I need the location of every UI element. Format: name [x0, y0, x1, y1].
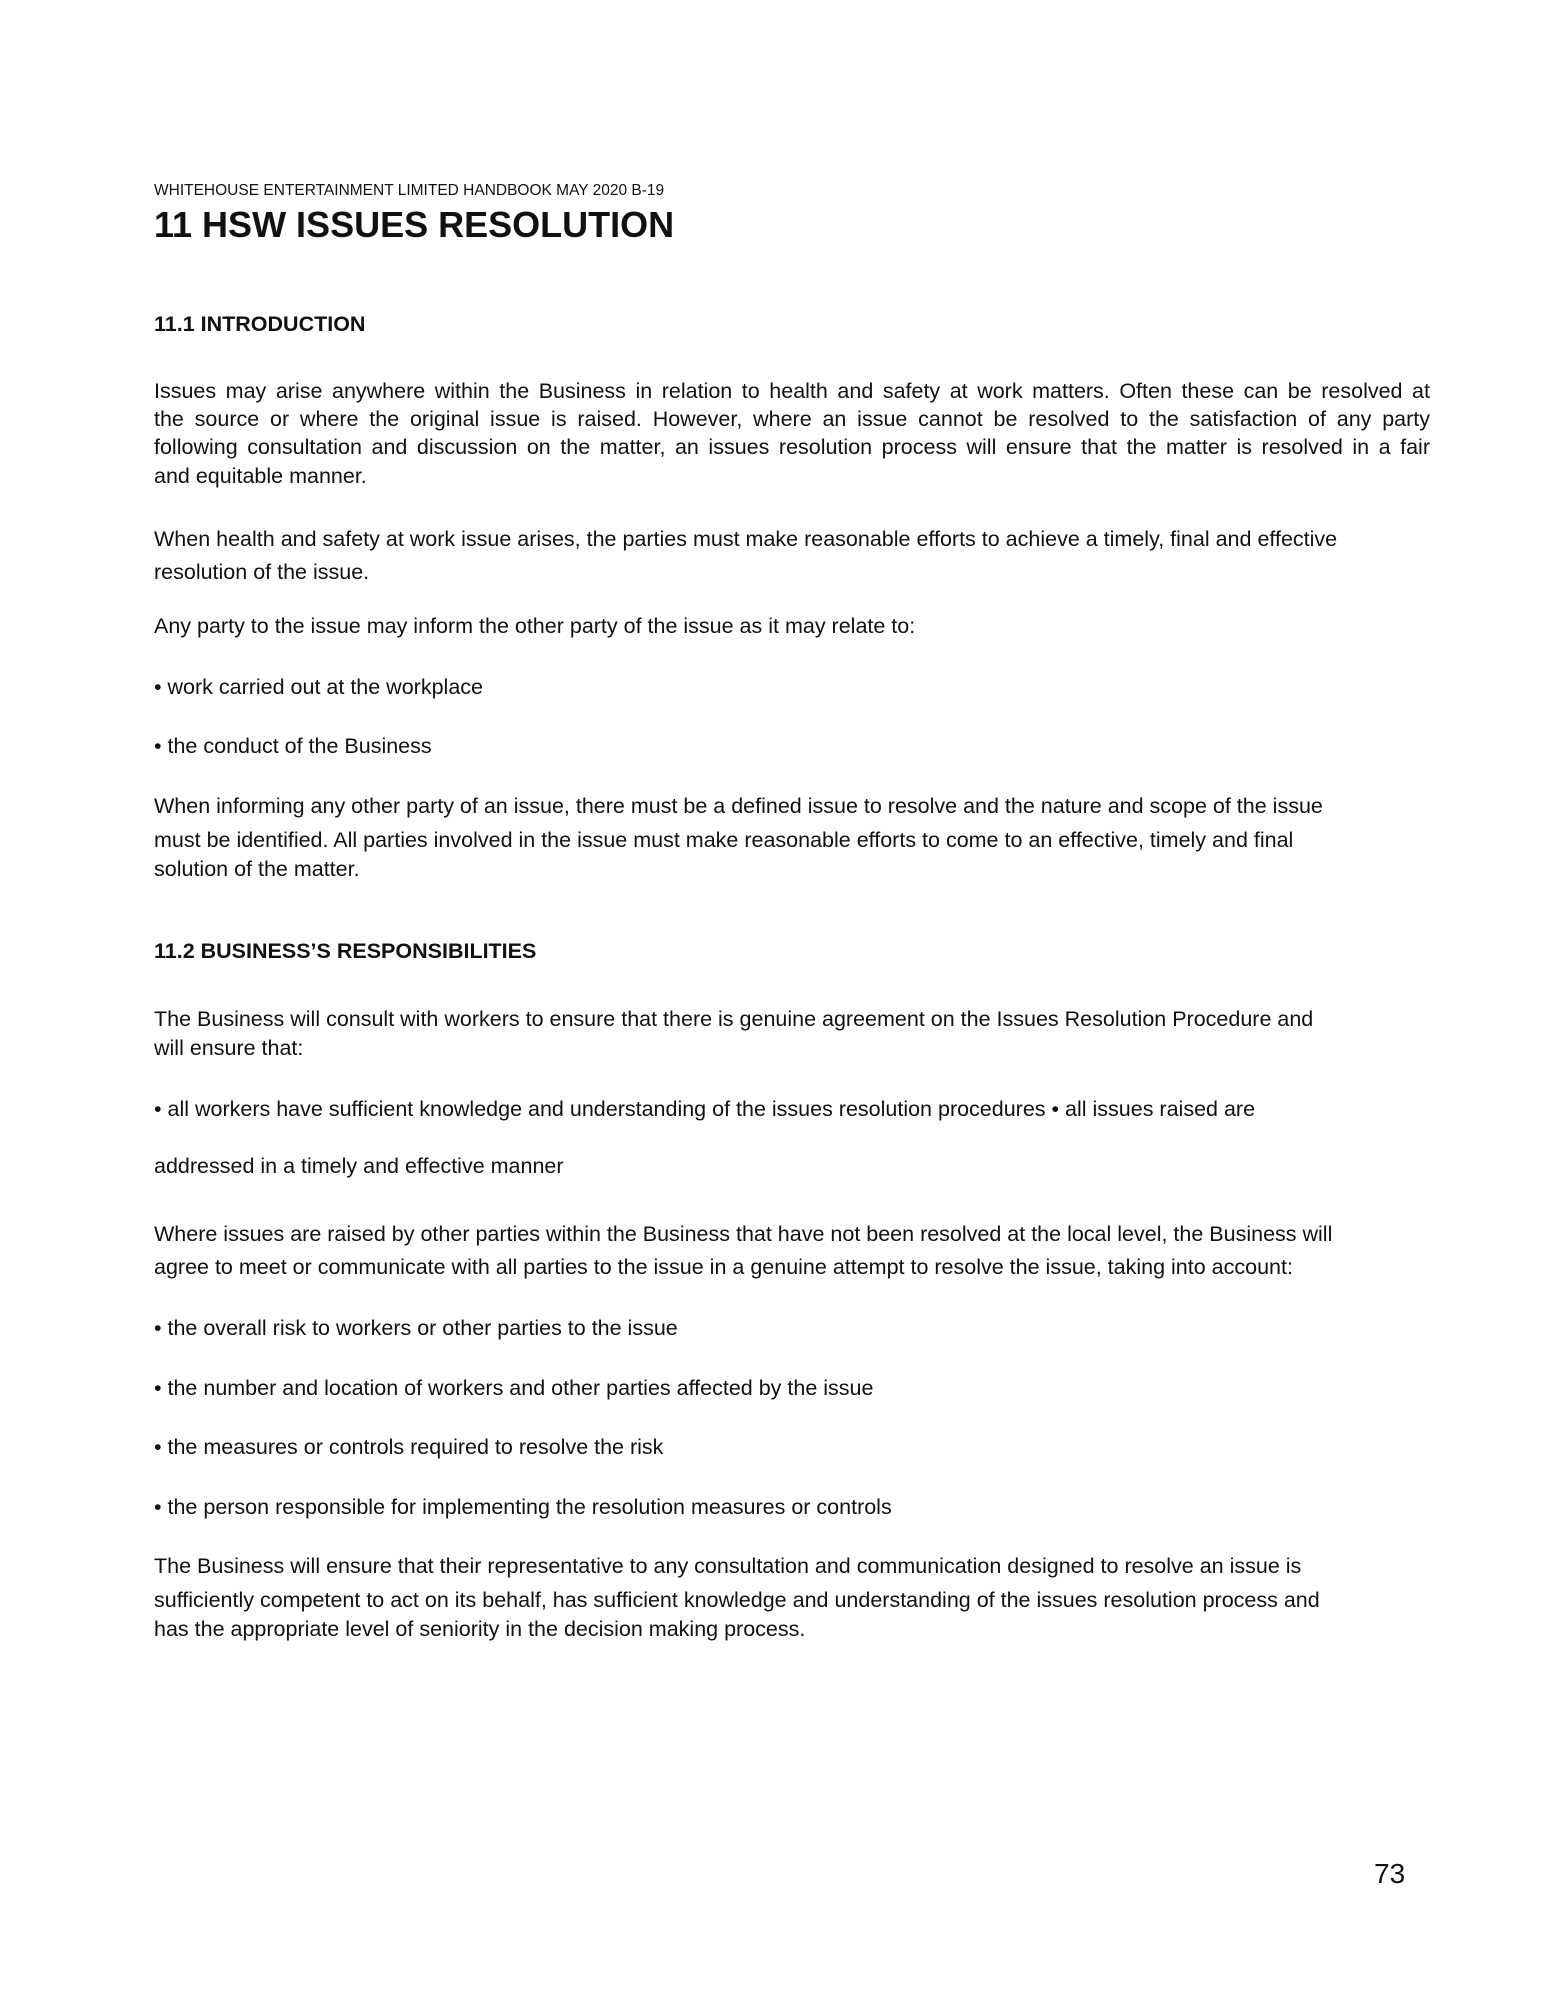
paragraph-line: and equitable manner.	[154, 464, 367, 488]
section-heading-introduction: 11.1 INTRODUCTION	[154, 312, 366, 336]
bullet-item: • work carried out at the workplace	[154, 675, 483, 699]
bullet-item: addressed in a timely and effective manner	[154, 1154, 564, 1178]
paragraph-line: agree to meet or communicate with all parties to the issue in a genuine attempt to resolve the issue, taking into account:	[154, 1255, 1293, 1279]
paragraph-line: sufficiently competent to act on its behalf, has sufficient knowledge and understanding of the issues resolution process and	[154, 1588, 1320, 1612]
paragraph-line: solution of the matter.	[154, 857, 360, 881]
paragraph-line: has the appropriate level of seniority in the decision making process.	[154, 1617, 806, 1641]
bullet-item: • the overall risk to workers or other parties to the issue	[154, 1316, 678, 1340]
bullet-item: • the measures or controls required to resolve the risk	[154, 1435, 664, 1459]
page-title: 11 HSW ISSUES RESOLUTION	[154, 204, 675, 245]
paragraph-line: The Business will ensure that their representative to any consultation and communication designed to resolve an issue is	[154, 1554, 1302, 1578]
paragraph-line: will ensure that:	[154, 1036, 304, 1060]
paragraph-line: resolution of the issue.	[154, 560, 370, 584]
paragraph-line: Where issues are raised by other parties within the Business that have not been resolved at the local level, the Business will	[154, 1222, 1333, 1246]
bullet-item: • the person responsible for implementing the resolution measures or controls	[154, 1495, 892, 1519]
bullet-item: • all workers have sufficient knowledge and understanding of the issues resolution procedures • all issues raised are	[154, 1097, 1256, 1121]
paragraph-line: When informing any other party of an issue, there must be a defined issue to resolve and the nature and scope of the issue	[154, 794, 1323, 818]
bullet-item: • the conduct of the Business	[154, 734, 432, 758]
paragraph-line: Issues may arise anywhere within the Business in relation to health and safety at work matters. Often these can be resolved at	[154, 379, 1430, 403]
bullet-item: • the number and location of workers and other parties affected by the issue	[154, 1376, 874, 1400]
page-number: 73	[1374, 1858, 1406, 1889]
paragraph-line: must be identified. All parties involved in the issue must make reasonable efforts to come to an effective, timely and final	[154, 828, 1294, 852]
section-heading-responsibilities: 11.2 BUSINESS’S RESPONSIBILITIES	[154, 939, 537, 963]
paragraph-line: following consultation and discussion on the matter, an issues resolution process will ensure that the matter is resolved in a fair	[154, 435, 1430, 459]
paragraph-line: Any party to the issue may inform the other party of the issue as it may relate to:	[154, 614, 916, 638]
paragraph-line: the source or where the original issue is raised. However, where an issue cannot be resolved to the satisfaction of any party	[154, 407, 1430, 431]
paragraph-line: When health and safety at work issue arises, the parties must make reasonable efforts to achieve a timely, final and effective	[154, 527, 1338, 551]
paragraph-line: The Business will consult with workers to ensure that there is genuine agreement on the Issues Resolution Procedure and	[154, 1007, 1314, 1031]
running-header: WHITEHOUSE ENTERTAINMENT LIMITED HANDBOOK MAY 2020 B-19	[154, 182, 665, 199]
